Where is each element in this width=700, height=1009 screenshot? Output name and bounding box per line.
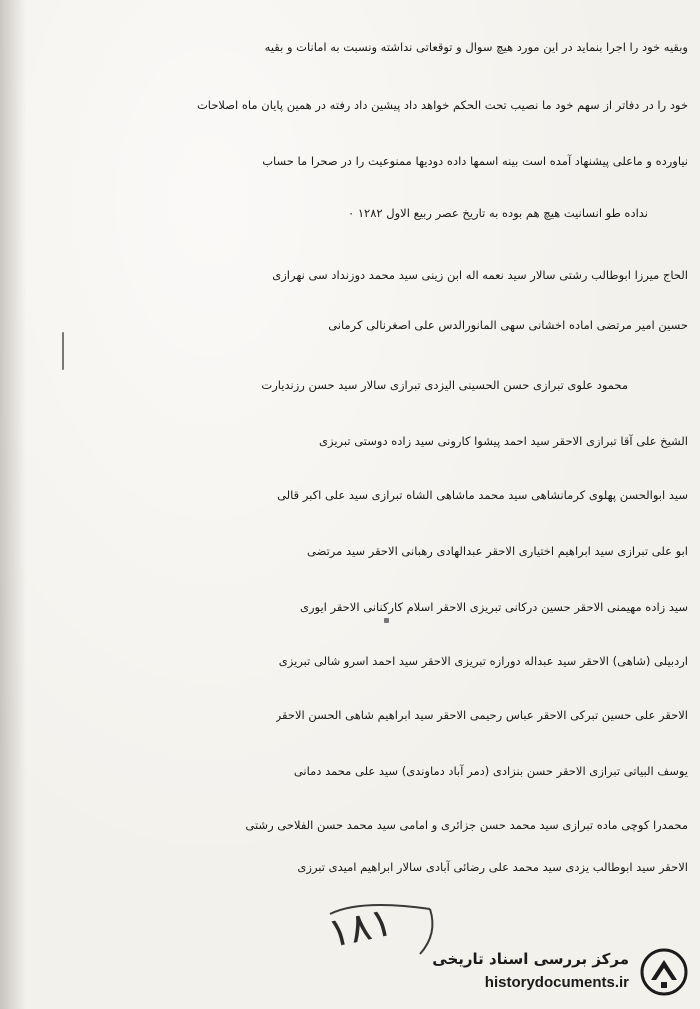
archive-website[interactable]: historydocuments.ir	[484, 974, 629, 991]
page-number: ۱۸۱	[323, 898, 397, 958]
text-line: محمود علوی تبرازی حسن الحسینی الیزدی تبرازی سالار سید حسن رزندیارت	[261, 378, 628, 392]
archive-watermark	[420, 942, 695, 1004]
text-line: الحاج میرزا ابوطالب رشتی سالار سید نعمه اله ابن زینی سید محمد دوزنداد سی نهرازی	[272, 268, 688, 282]
stray-pen-mark	[62, 332, 64, 370]
scan-edge-shadow	[0, 0, 26, 1009]
text-line: الشیخ علی آقا تبرازی الاحقر سید احمد پیشوا کارونی سید زاده دوستی تبریزی	[319, 434, 688, 448]
text-line: نیاورده و ماعلی پیشنهاد آمده است بینه اسمها داده دودیها ممنوعیت را در صحرا ما حساب	[262, 154, 688, 168]
text-line: حسین امیر مرتضی اماده اخشانی سهی المانورالدس علی اصغرنالی کرمانی	[328, 318, 688, 332]
text-line: سید ابوالحسن پهلوی کرمانشاهی سید محمد ماشاهی الشاه تبرازی سید علی اکبر قالی	[277, 488, 688, 502]
text-line: محمدرا کوچی ماده تبرازی سید محمد حسن جزائری و امامی سید محمد حسن الفلاحی رشتی	[245, 818, 688, 832]
stray-dot	[384, 618, 389, 623]
text-line: وبقیه خود را اجرا بنماید در این مورد هیچ سوال و توقعاتی نداشته ونسبت به امانات و بقیه	[264, 40, 688, 54]
text-line: یوسف البیاتی تبرازی الاحقر حسن بنزادی (دمر آباد دماوندی) سید علی محمد دمانی	[293, 764, 688, 778]
text-line: الاحقر سید ابوطالب یزدی سید محمد علی رضائی آبادی سالار ابراهیم امیدی تبرزی	[297, 860, 688, 874]
text-line: خود را در دفاتر از سهم خود ما نصیب تحت الحکم خواهد داد پیشین داد رفته در همین پایان ماه اصلاحات	[196, 98, 688, 112]
text-line: ابو علی تبرازی سید ابراهیم اختیاری الاحقر عبدالهادی رهبانی الاحقر سید مرتضی	[307, 544, 688, 558]
text-line: سید زاده مهیمنی الاحقر حسین درکانی تبریزی الاحقر اسلام کارکنانی الاحقر ایوری	[299, 600, 688, 614]
text-line: اردبیلی (شاهی) الاحقر سید عبداله دورازه تبریزی الاحقر سید احمد اسرو شالی تبریزی	[278, 654, 688, 668]
archive-logo-icon	[639, 946, 689, 998]
archive-name: مرکز بررسی اسناد تاریخی	[432, 950, 629, 968]
text-line: نداده طو انسانیت هیچ هم بوده به تاریخ عصر ربیع الاول ۱۲۸۲ ۰	[348, 206, 648, 220]
text-line: الاحقر علی حسین تبرکی الاحقر عباس رحیمی الاحقر سید ابراهیم شاهی الحسن الاحقر	[275, 708, 688, 722]
